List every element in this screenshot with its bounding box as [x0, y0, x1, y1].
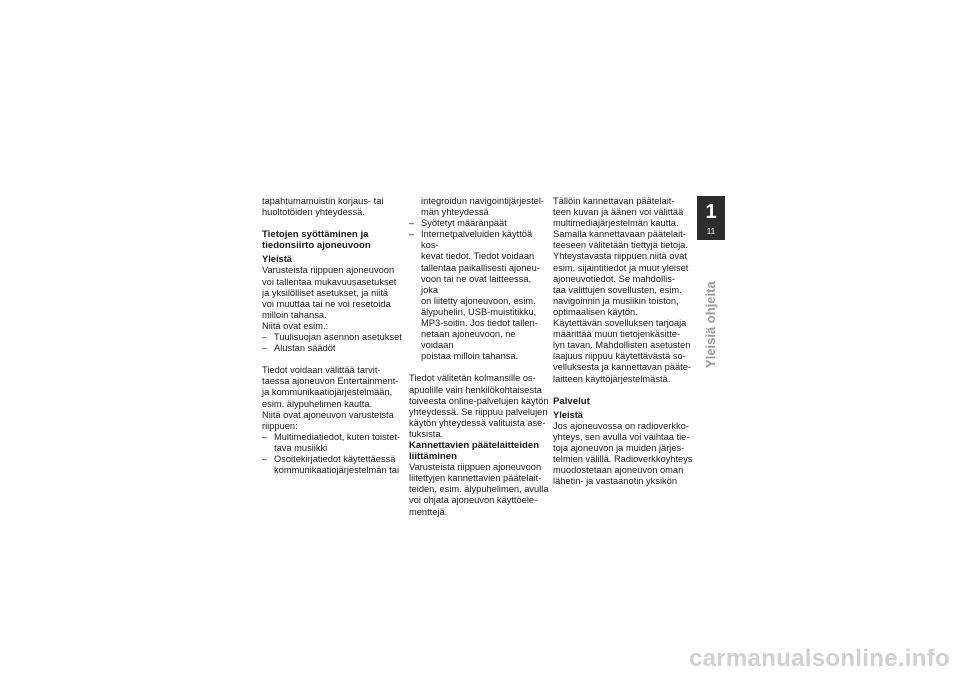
paragraph: Niitä ovat esim.: [262, 320, 329, 331]
paragraph: Varusteista riippuen ajoneuvoon voi tallentaa mukavuusasetukset ja yksilölliset asetukset, ja niitä voi muuttaa tai ne voi resetoida milloin tahansa. [262, 265, 397, 320]
bullet-list [262, 332, 402, 354]
paragraph: tapahtumamuistin korjaus- tai huoltotöiden yhteydessä. [262, 196, 384, 218]
text-column-1 [262, 196, 402, 476]
section-heading: Kannettavien päätelaitteiden liittäminen [409, 439, 540, 463]
list-item: – Internetpalveluiden käyttöä kos- kevat tiedot. Tiedot voidaan tallentaa paikallisesti ajoneu- voon tai ne ovat laitteessa, joka on liitetty ajoneuvoon, esim. älypuhelin, USB-muistitikku, MP3-soitin. Jos tiedot tallen- netaan ajoneuvoon, ne voidaan poistaa milloin tahansa. [409, 229, 549, 362]
list-item: – Tuulisuojan asennon asetukset [262, 332, 402, 343]
page-number: 11 [706, 226, 716, 236]
chapter-number: 1 [705, 201, 717, 223]
watermark: carmanualsonline.info [688, 645, 950, 672]
paragraph: Tällöin kannettavan päätelait- teen kuvan ja äänen voi välittää multimediajärjestelmän kautta. Samalla kannettavaan päätelait- teeseen välitetään tiettyjä tietoja. Yhteystavasta riippuen niitä ovat esim. sijaintitiedot ja muut yleiset ajoneuvotiedot. Se mahdollis- taa valittujen sovellusten, esim. navigoinnin ja musiikin toiston, optimaalisen käytön. [553, 196, 689, 317]
bullet-list [409, 218, 549, 362]
section-heading: Tietojen syöttäminen ja tiedonsiirto ajoneuvoon [262, 229, 371, 252]
subheading: Yleistä [262, 254, 292, 265]
chapter-tab [697, 196, 725, 240]
text-column-3 [553, 196, 693, 487]
paragraph: Varusteista riippuen ajoneuvoon liitettyjen kannettavien päätelait- teiden, esim. älypuhelimen, avulla voi ohjata ajoneuvon käyttöele- menttejä. [409, 462, 549, 517]
paragraph: Jos ajoneuvossa on radioverkko- yhteys, sen avulla voi vaihtaa tie- toja ajoneuvon ja muiden järjes- telmien välillä. Radioverkkoyhteys muodostetaan ajoneuvon oman lähetin- ja vastaanotin yksikön [553, 420, 693, 487]
list-item: – Multimediatiedot, kuten toistet- tava musiikki [262, 432, 402, 454]
list-item: – Alustan säädöt [262, 343, 402, 354]
section-heading: Palvelut [553, 395, 590, 407]
paragraph: Niitä ovat ajoneuvon varusteista riippuen: [262, 409, 394, 431]
paragraph: Tiedot välitetän kolmansille os- apuolille vain henkilökohtaisesta toiveesta online-palvelujen käytön yhteydessä. Se riippuu palvelujen käytön yhteydessä valituista ase- tuksista. [409, 373, 549, 439]
list-item: – Osoitekirjatiedot käytettäessä kommunikaatiojärjestelmän tai [262, 454, 402, 476]
paragraph: Tiedot voidaan välittää tarvit- taessa ajoneuvon Entertainment- ja kommunikaatiojärjestelmään, esim. älypuhelimen kautta. [262, 365, 399, 409]
chapter-side-title: Yleisiä ohjeita [703, 281, 718, 368]
text-column-2 [409, 196, 549, 518]
list-item: – Syötetyt määränpäät [409, 218, 549, 229]
paragraph: integroidun navigointijärjestel- män yhteydessä [421, 196, 544, 218]
subheading: Yleistä [553, 409, 583, 420]
paragraph: Käytettävän sovelluksen tarjoaja määrittää muun tietojenkäsitte- lyn tavan. Mahdollisten asetusten laajuus riippuu käytettävästä so- velluksesta ja kannettavan pääte- laitteen käyttöjärjestelmästä. [553, 318, 691, 384]
bullet-list [262, 432, 402, 476]
